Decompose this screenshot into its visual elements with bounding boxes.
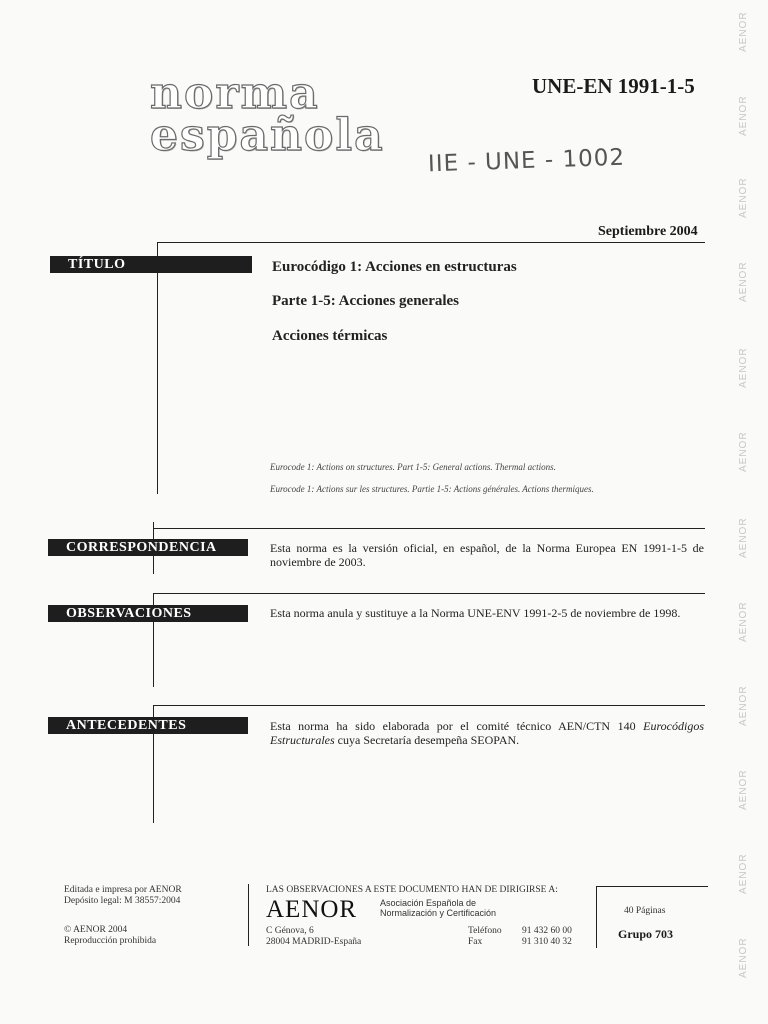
title-main: Eurocódigo 1: Acciones en estructuras	[272, 259, 517, 275]
watermark-8: AENOR	[738, 601, 749, 642]
phone-label: Teléfono	[468, 926, 502, 936]
antecedentes-text	[270, 719, 704, 747]
watermark-4: AENOR	[738, 261, 749, 302]
fax-label: Fax	[468, 937, 483, 947]
phone-value: 91 432 60 00	[522, 926, 572, 936]
watermark-9: AENOR	[738, 685, 749, 726]
aenor-org-name	[380, 898, 496, 918]
watermark-7: AENOR	[738, 517, 749, 558]
observaciones-label: OBSERVACIONES	[48, 605, 248, 622]
antecedentes-text-b: cuya Secretaría desempeña SEOPAN.	[334, 733, 520, 747]
standard-code: UNE-EN 1991-1-5	[532, 74, 695, 98]
antecedentes-label: ANTECEDENTES	[48, 717, 248, 734]
watermark-12: AENOR	[738, 937, 749, 978]
address-street: C Génova, 6	[266, 926, 314, 936]
watermark-6: AENOR	[738, 431, 749, 472]
antecedentes-text-a: Esta norma ha sido elaborada por el comité técnico AEN/CTN 140	[270, 719, 644, 733]
antecedentes-committee: Eurocódigos Estructurales	[270, 719, 704, 747]
footer-divider	[248, 884, 249, 946]
titulo-label: TÍTULO	[50, 256, 252, 273]
pages-box-left-rule	[596, 886, 597, 948]
contact-values	[522, 926, 572, 948]
pages-box-top-rule	[596, 886, 708, 887]
brand-espanola: española	[150, 110, 385, 161]
watermark-2: AENOR	[738, 95, 749, 136]
price-group: Grupo 703	[618, 927, 674, 941]
page-count: 40 Páginas	[624, 906, 666, 916]
contact-labels	[468, 926, 502, 948]
address-city: 28004 MADRID-España	[266, 937, 362, 947]
footer-copyright	[64, 925, 156, 947]
brand-norma: norma	[150, 68, 320, 119]
watermark-11: AENOR	[738, 853, 749, 894]
reproduction-notice: Reproducción prohibida	[64, 936, 157, 946]
legal-deposit: Depósito legal: M 38557:2004	[64, 896, 181, 906]
observaciones-top-rule	[153, 593, 705, 594]
alt-title-french: Eurocode 1: Actions sur les structures. Partie 1-5: Actions générales. Actions thermiques.	[270, 484, 594, 494]
watermark-1: AENOR	[738, 11, 749, 52]
org-name-line1: Asociación Española de	[380, 898, 477, 908]
copyright: © AENOR 2004	[64, 925, 128, 935]
observaciones-text: Esta norma anula y sustituye a la Norma UNE-ENV 1991-2-5 de noviembre de 1998.	[270, 606, 681, 620]
antecedentes-top-rule	[153, 705, 705, 706]
correspondencia-label: CORRESPONDENCIA	[48, 539, 248, 556]
watermark-3: AENOR	[738, 177, 749, 218]
watermark-5: AENOR	[738, 347, 749, 388]
correspondencia-text: Esta norma es la versión oficial, en español, de la Norma Europea EN 1991-1-5 de noviembre de 2003.	[270, 541, 704, 569]
titulo-left-rule	[157, 242, 158, 494]
title-part: Parte 1-5: Acciones generales	[272, 293, 460, 309]
observations-heading: LAS OBSERVACIONES A ESTE DOCUMENTO HAN DE DIRIGIRSE A:	[266, 885, 558, 895]
aenor-address	[266, 926, 361, 948]
watermark-10: AENOR	[738, 769, 749, 810]
title-sub: Acciones térmicas	[272, 328, 388, 344]
footer-publisher	[64, 885, 182, 907]
correspondencia-top-rule	[153, 528, 705, 529]
aenor-logo: AENOR	[266, 896, 358, 923]
handwritten-note: IIE - UNE - 1002	[427, 144, 626, 178]
publication-date: Septiembre 2004	[598, 224, 698, 239]
titulo-top-rule	[157, 242, 705, 243]
fax-value: 91 310 40 32	[522, 937, 572, 947]
org-name-line2: Normalización y Certificación	[380, 908, 497, 918]
alt-title-english: Eurocode 1: Actions on structures. Part 1-5: General actions. Thermal actions.	[270, 462, 556, 472]
edited-by: Editada e impresa por AENOR	[64, 885, 182, 895]
